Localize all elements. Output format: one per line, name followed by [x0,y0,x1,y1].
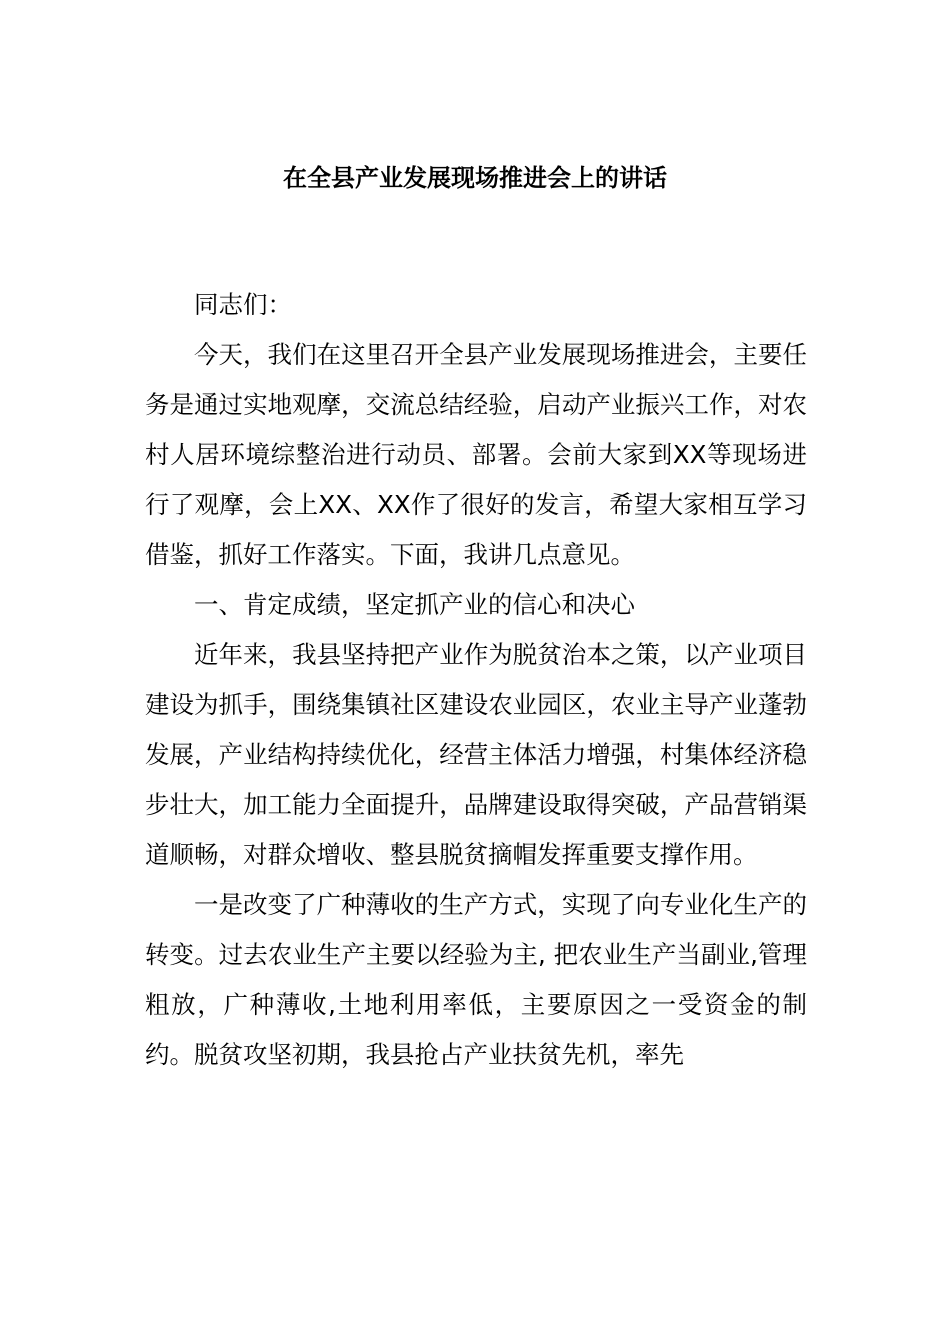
section-heading-1: 一、肯定成绩，坚定抓产业的信心和决心 [194,590,635,619]
paragraph-achievements: 近年来，我县坚持把产业作为脱贫治本之策，以产业项目建设为抓手，围绕集镇社区建设农业园区，农业主导产业蓬勃发展，产业结构持续优化，经营主体活力增强，村集体经济稳步壮大，加工能力全面提升，品牌建设取得突破，产品营销渠道顺畅，对群众增收、整县脱贫摘帽发挥重要支撑作用。 [145,640,807,869]
salutation: 同志们： [194,290,292,319]
document-body [145,280,807,1080]
document-title: 在全县产业发展现场推进会上的讲话 [283,164,667,192]
paragraph-point-1: 一是改变了广种薄收的生产方式，实现了向专业化生产的转变。过去农业生产主要以经验为主, 把农业生产当副业,管理粗放，广种薄收,土地利用率低，主要原因之一受资金的制约。脱贫攻坚初期，我县抢占产业扶贫先机，率先 [145,890,807,1069]
paragraph-intro: 今天，我们在这里召开全县产业发展现场推进会，主要任务是通过实地观摩，交流总结经验，启动产业振兴工作，对农村人居环境综整治进行动员、部署。会前大家到XX等现场进行了观摩，会上XX、XX作了很好的发言，希望大家相互学习借鉴，抓好工作落实。下面，我讲几点意见。 [145,340,807,569]
